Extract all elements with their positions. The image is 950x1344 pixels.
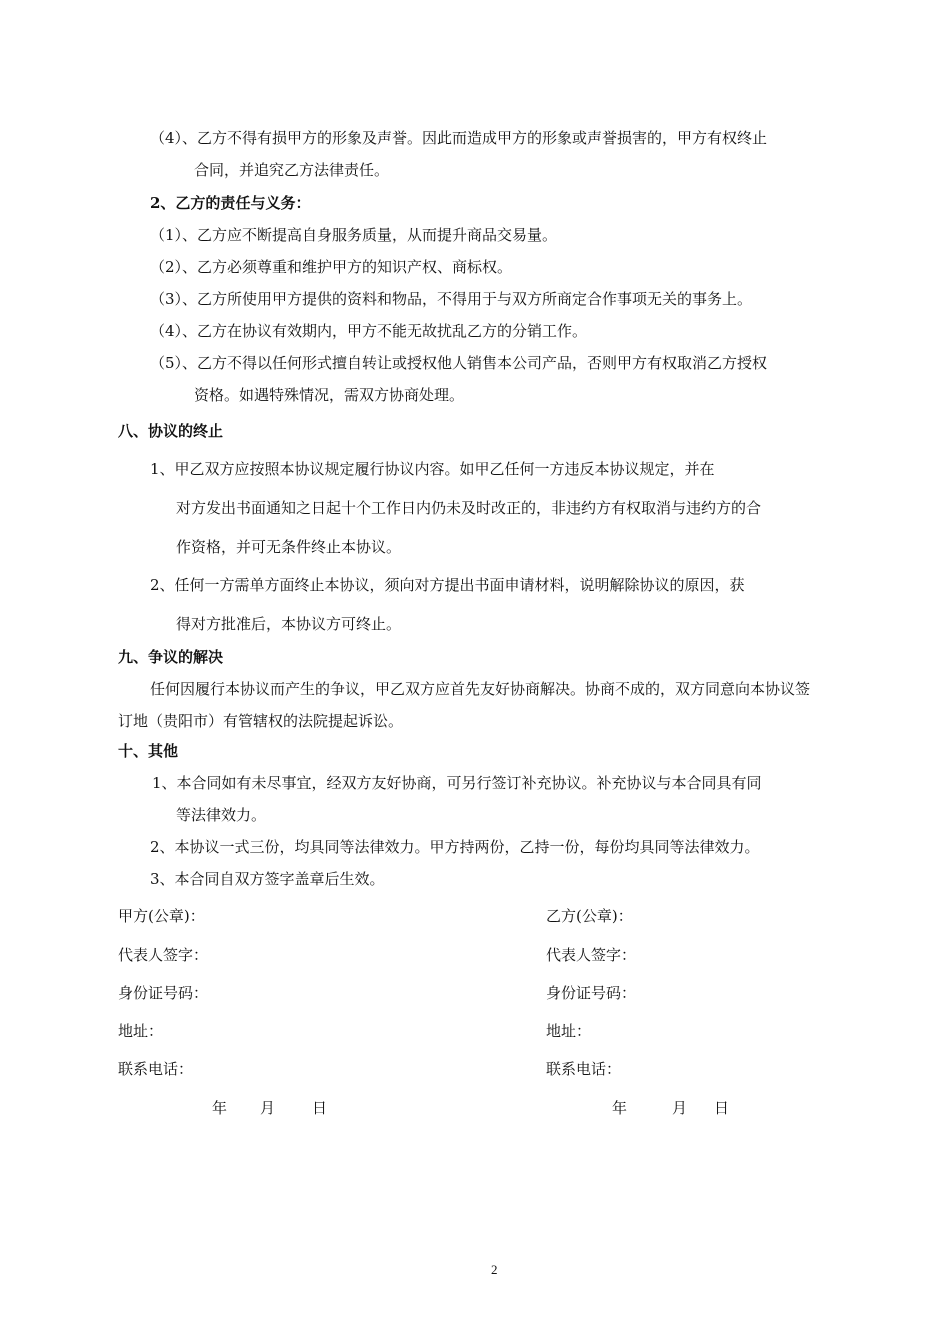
section-8-p2-line1: 2、任何一方需单方面终止本协议，须向对方提出书面申请材料，说明解除协议的原因，获 — [150, 576, 745, 594]
section-9-line1: 任何因履行本协议而产生的争议，甲乙双方应首先友好协商解决。协商不成的，双方同意向本协议签 — [150, 680, 811, 698]
duty-item-5-line1: （5）、乙方不得以任何形式擅自转让或授权他人销售本公司产品，否则甲方有权取消乙方授权 — [150, 354, 768, 372]
section-8-heading: 八、协议的终止 — [118, 422, 224, 440]
party-b-phone: 联系电话： — [546, 1060, 622, 1078]
party-a-seal: 甲方(公章)： — [118, 907, 205, 925]
section-10-p1-line1: 1、本合同如有未尽事宜，经双方友好协商，可另行签订补充协议。补充协议与本合同具有同 — [152, 774, 762, 792]
section-10-p2: 2、本协议一式三份，均具同等法律效力。甲方持两份，乙持一份，每份均具同等法律效力。 — [150, 838, 760, 856]
party-a-address: 地址： — [118, 1022, 164, 1040]
duty-item-3: （3）、乙方所使用甲方提供的资料和物品，不得用于与双方所商定合作事项无关的事务上。 — [150, 290, 753, 308]
subheading-party-b-duties: 2、乙方的责任与义务： — [150, 194, 311, 212]
party-a-month: 月 — [260, 1099, 276, 1117]
item-4-line1: （4）、乙方不得有损甲方的形象及声誉。因此而造成甲方的形象或声誉损害的，甲方有权终止 — [150, 129, 768, 147]
section-10-p3: 3、本合同自双方签字盖章后生效。 — [150, 870, 385, 888]
duty-item-2: （2）、乙方必须尊重和维护甲方的知识产权、商标权。 — [150, 258, 513, 276]
party-b-month: 月 — [672, 1099, 688, 1117]
section-8-p1-line1: 1、甲乙双方应按照本协议规定履行协议内容。如甲乙任何一方违反本协议规定，并在 — [150, 460, 715, 478]
duty-item-1: （1）、乙方应不断提高自身服务质量，从而提升商品交易量。 — [150, 226, 558, 244]
party-b-year: 年 — [612, 1099, 628, 1117]
party-b-id: 身份证号码： — [546, 984, 637, 1002]
section-8-p1-line2: 对方发出书面通知之日起十个工作日内仍未及时改正的，非违约方有权取消与违约方的合 — [176, 499, 762, 517]
party-a-rep: 代表人签字： — [118, 946, 209, 964]
party-a-id: 身份证号码： — [118, 984, 209, 1002]
section-10-p1-line2: 等法律效力。 — [176, 806, 267, 824]
party-a-year: 年 — [212, 1099, 228, 1117]
duty-item-4: （4）、乙方在协议有效期内，甲方不能无故扰乱乙方的分销工作。 — [150, 322, 588, 340]
section-9-heading: 九、争议的解决 — [118, 648, 224, 666]
page-number: 2 — [491, 1262, 498, 1277]
item-4-line2: 合同，并追究乙方法律责任。 — [194, 161, 390, 179]
party-b-address: 地址： — [546, 1022, 592, 1040]
section-9-line2: 订地（贵阳市）有管辖权的法院提起诉讼。 — [118, 712, 404, 730]
party-a-day: 日 — [312, 1099, 328, 1117]
section-8-p1-line3: 作资格，并可无条件终止本协议。 — [176, 538, 402, 556]
party-b-day: 日 — [714, 1099, 730, 1117]
party-b-seal: 乙方(公章)： — [546, 907, 633, 925]
duty-item-5-line2: 资格。如遇特殊情况，需双方协商处理。 — [194, 386, 465, 404]
section-8-p2-line2: 得对方批准后，本协议方可终止。 — [176, 615, 402, 633]
section-10-heading: 十、其他 — [118, 742, 179, 760]
party-b-rep: 代表人签字： — [546, 946, 637, 964]
party-a-phone: 联系电话： — [118, 1060, 194, 1078]
